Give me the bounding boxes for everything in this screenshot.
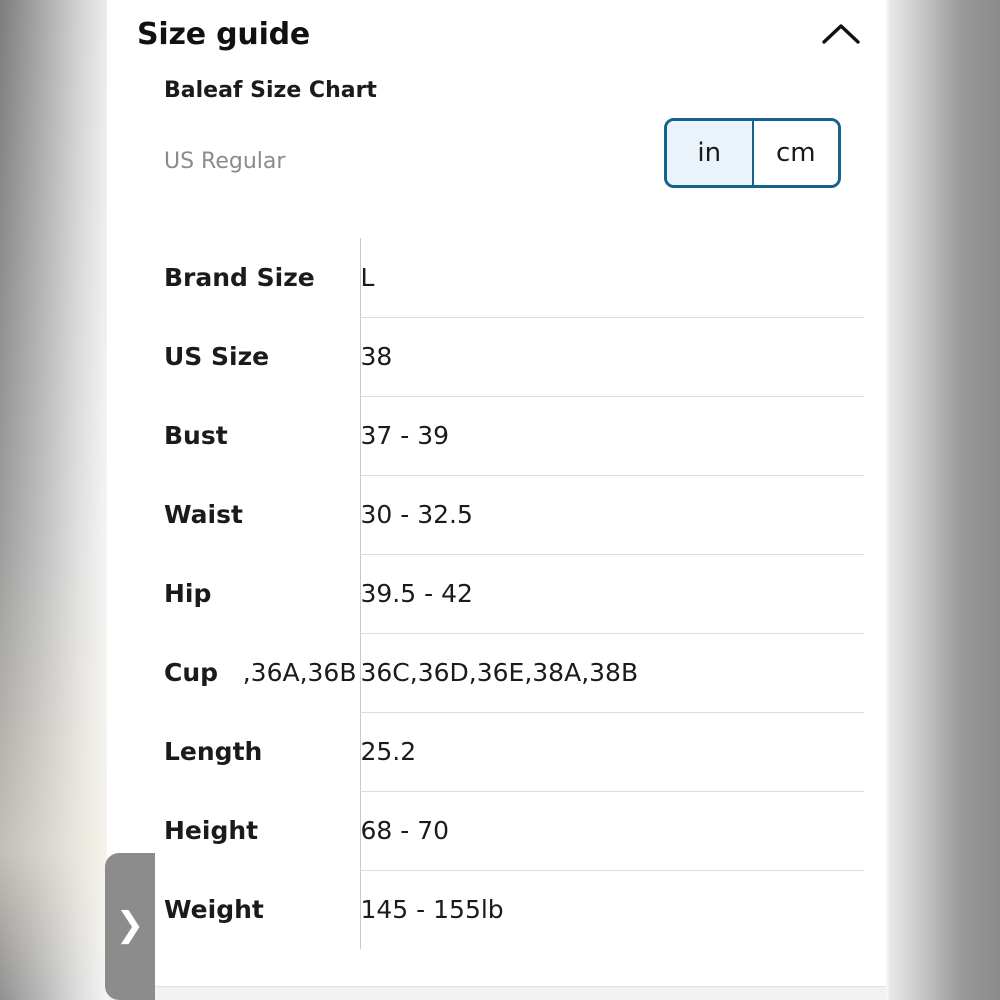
row-label: US Size [164, 342, 270, 371]
row-value [360, 870, 864, 949]
size-region-label: US Regular [164, 149, 286, 174]
row-label: Cup [164, 658, 219, 687]
row-prev-value [157, 397, 357, 475]
row-value-text: 25.2 [360, 737, 417, 766]
unit-toggle[interactable] [664, 118, 841, 188]
row-value [360, 317, 864, 396]
row-label: Weight [164, 895, 264, 924]
size-guide-card [107, 0, 886, 986]
row-value [360, 396, 864, 475]
row-prev-value [157, 871, 357, 950]
chevron-right-icon: ❯ [115, 904, 145, 945]
unit-option-in[interactable]: in [667, 121, 754, 185]
row-label: Waist [164, 500, 243, 529]
table-row [164, 870, 864, 949]
card-bottom-edge [107, 986, 886, 1000]
chevron-up-icon[interactable] [820, 13, 862, 55]
row-value [360, 475, 864, 554]
row-value-text: 39.5 - 42 [360, 579, 473, 608]
row-prev-value [157, 555, 357, 633]
drawer-handle[interactable] [105, 853, 155, 1000]
row-label: Brand Size [164, 263, 315, 292]
row-prev-value [157, 318, 357, 396]
unit-option-cm[interactable]: cm [754, 121, 839, 185]
row-value-text: 68 - 70 [360, 816, 450, 845]
row-prev-value [157, 713, 357, 791]
row-prev-value-text: ,36A,36B [242, 658, 357, 687]
table-row [164, 475, 864, 554]
size-chart-table [164, 238, 864, 949]
row-prev-value [157, 476, 357, 554]
page-title: Size guide [137, 16, 311, 52]
row-value [360, 712, 864, 791]
row-prev-value [157, 792, 357, 870]
row-value-text: 30 - 32.5 [360, 500, 473, 529]
row-value [242, 633, 864, 712]
row-value-text: 145 - 155lb [360, 895, 504, 925]
table-row [164, 396, 864, 475]
row-value [360, 791, 864, 870]
table-row [164, 554, 864, 633]
table-row [164, 633, 864, 712]
table-row [164, 712, 864, 791]
row-prev-value [157, 238, 357, 317]
row-prev-value [157, 634, 357, 712]
row-value-text: L [360, 262, 375, 292]
table-row [164, 238, 864, 317]
size-guide-header[interactable] [137, 6, 862, 62]
row-label: Height [164, 816, 259, 845]
table-row [164, 791, 864, 870]
row-label: Bust [164, 421, 228, 450]
row-value-text: 38 [360, 342, 393, 371]
row-value-text: 36C,36D,36E,38A,38B [360, 658, 639, 687]
row-label: Hip [164, 579, 212, 608]
row-value [360, 238, 864, 317]
row-value-text: 37 - 39 [360, 421, 450, 450]
size-chart-title: Baleaf Size Chart [164, 78, 377, 103]
row-label: Length [164, 737, 263, 766]
table-row [164, 317, 864, 396]
row-value [360, 554, 864, 633]
